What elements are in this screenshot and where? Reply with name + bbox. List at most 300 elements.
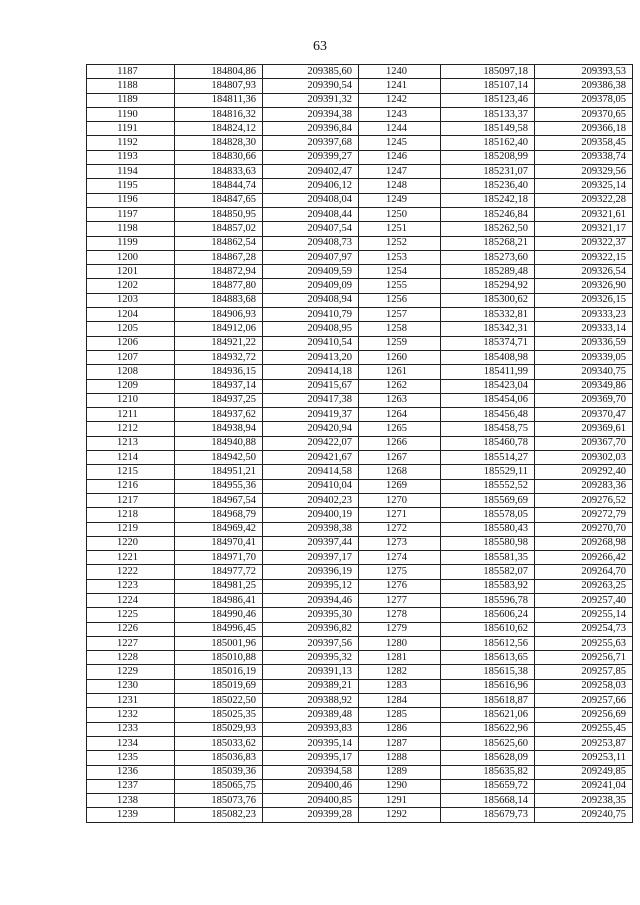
y-coordinate-left-cell: 209388,92 <box>263 694 359 708</box>
table-row <box>87 593 633 607</box>
x-coordinate-left-cell: 185082,23 <box>175 808 263 822</box>
x-coordinate-left-cell: 185025,35 <box>175 708 263 722</box>
y-coordinate-right-cell: 209370,65 <box>535 107 633 121</box>
point-number-right-cell: 1243 <box>359 107 441 121</box>
y-coordinate-right-cell: 209257,40 <box>535 593 633 607</box>
point-number-left-cell: 1205 <box>87 322 175 336</box>
x-coordinate-left-cell: 184981,25 <box>175 579 263 593</box>
table-row <box>87 736 633 750</box>
x-coordinate-left-cell: 184951,21 <box>175 465 263 479</box>
y-coordinate-right-cell: 209322,15 <box>535 250 633 264</box>
point-number-right-cell: 1289 <box>359 765 441 779</box>
point-number-left-cell: 1212 <box>87 422 175 436</box>
point-number-right-cell: 1280 <box>359 636 441 650</box>
point-number-right-cell: 1270 <box>359 493 441 507</box>
x-coordinate-right-cell: 185615,38 <box>441 665 535 679</box>
y-coordinate-right-cell: 209292,40 <box>535 465 633 479</box>
y-coordinate-left-cell: 209413,20 <box>263 350 359 364</box>
table-row <box>87 293 633 307</box>
table-row <box>87 308 633 322</box>
point-number-left-cell: 1195 <box>87 179 175 193</box>
point-number-left-cell: 1191 <box>87 122 175 136</box>
y-coordinate-left-cell: 209395,30 <box>263 608 359 622</box>
x-coordinate-right-cell: 185408,98 <box>441 350 535 364</box>
x-coordinate-left-cell: 184830,66 <box>175 150 263 164</box>
y-coordinate-left-cell: 209422,07 <box>263 436 359 450</box>
x-coordinate-right-cell: 185300,62 <box>441 293 535 307</box>
y-coordinate-right-cell: 209254,73 <box>535 622 633 636</box>
point-number-left-cell: 1188 <box>87 79 175 93</box>
y-coordinate-right-cell: 209256,71 <box>535 651 633 665</box>
point-number-left-cell: 1221 <box>87 551 175 565</box>
point-number-right-cell: 1279 <box>359 622 441 636</box>
y-coordinate-right-cell: 209349,86 <box>535 379 633 393</box>
table-row <box>87 722 633 736</box>
point-number-left-cell: 1223 <box>87 579 175 593</box>
x-coordinate-left-cell: 184857,02 <box>175 222 263 236</box>
point-number-left-cell: 1236 <box>87 765 175 779</box>
table-row <box>87 150 633 164</box>
table-row <box>87 636 633 650</box>
point-number-left-cell: 1232 <box>87 708 175 722</box>
point-number-right-cell: 1265 <box>359 422 441 436</box>
y-coordinate-right-cell: 209255,63 <box>535 636 633 650</box>
table-row <box>87 622 633 636</box>
x-coordinate-left-cell: 184824,12 <box>175 122 263 136</box>
table-row <box>87 679 633 693</box>
y-coordinate-left-cell: 209410,04 <box>263 479 359 493</box>
point-number-right-cell: 1251 <box>359 222 441 236</box>
x-coordinate-left-cell: 184877,80 <box>175 279 263 293</box>
x-coordinate-right-cell: 185583,92 <box>441 579 535 593</box>
table-row <box>87 522 633 536</box>
x-coordinate-right-cell: 185578,05 <box>441 508 535 522</box>
point-number-left-cell: 1227 <box>87 636 175 650</box>
x-coordinate-left-cell: 185073,76 <box>175 794 263 808</box>
x-coordinate-left-cell: 184990,46 <box>175 608 263 622</box>
y-coordinate-right-cell: 209326,54 <box>535 265 633 279</box>
y-coordinate-left-cell: 209394,38 <box>263 107 359 121</box>
y-coordinate-left-cell: 209397,56 <box>263 636 359 650</box>
y-coordinate-left-cell: 209410,54 <box>263 336 359 350</box>
x-coordinate-left-cell: 184977,72 <box>175 565 263 579</box>
y-coordinate-right-cell: 209386,38 <box>535 79 633 93</box>
x-coordinate-right-cell: 185460,78 <box>441 436 535 450</box>
point-number-left-cell: 1237 <box>87 779 175 793</box>
x-coordinate-left-cell: 185010,88 <box>175 651 263 665</box>
x-coordinate-right-cell: 185569,69 <box>441 493 535 507</box>
point-number-right-cell: 1283 <box>359 679 441 693</box>
point-number-left-cell: 1189 <box>87 93 175 107</box>
point-number-right-cell: 1245 <box>359 136 441 150</box>
y-coordinate-right-cell: 209378,05 <box>535 93 633 107</box>
y-coordinate-right-cell: 209329,56 <box>535 165 633 179</box>
table-row <box>87 265 633 279</box>
table-row <box>87 565 633 579</box>
point-number-left-cell: 1194 <box>87 165 175 179</box>
table-row <box>87 479 633 493</box>
table-row <box>87 765 633 779</box>
y-coordinate-right-cell: 209339,05 <box>535 350 633 364</box>
point-number-left-cell: 1204 <box>87 308 175 322</box>
table-row <box>87 551 633 565</box>
table-row <box>87 165 633 179</box>
x-coordinate-right-cell: 185606,24 <box>441 608 535 622</box>
point-number-left-cell: 1198 <box>87 222 175 236</box>
x-coordinate-right-cell: 185582,07 <box>441 565 535 579</box>
point-number-right-cell: 1263 <box>359 393 441 407</box>
point-number-right-cell: 1285 <box>359 708 441 722</box>
point-number-left-cell: 1190 <box>87 107 175 121</box>
x-coordinate-left-cell: 185036,83 <box>175 751 263 765</box>
point-number-right-cell: 1241 <box>359 79 441 93</box>
y-coordinate-left-cell: 209395,14 <box>263 736 359 750</box>
point-number-right-cell: 1257 <box>359 308 441 322</box>
point-number-right-cell: 1284 <box>359 694 441 708</box>
point-number-left-cell: 1199 <box>87 236 175 250</box>
point-number-left-cell: 1206 <box>87 336 175 350</box>
point-number-left-cell: 1210 <box>87 393 175 407</box>
x-coordinate-left-cell: 185019,69 <box>175 679 263 693</box>
y-coordinate-right-cell: 209264,70 <box>535 565 633 579</box>
x-coordinate-right-cell: 185456,48 <box>441 408 535 422</box>
table-row <box>87 751 633 765</box>
y-coordinate-left-cell: 209389,48 <box>263 708 359 722</box>
x-coordinate-right-cell: 185621,06 <box>441 708 535 722</box>
y-coordinate-right-cell: 209257,66 <box>535 694 633 708</box>
x-coordinate-right-cell: 185552,52 <box>441 479 535 493</box>
x-coordinate-right-cell: 185514,27 <box>441 451 535 465</box>
table-row <box>87 608 633 622</box>
point-number-left-cell: 1192 <box>87 136 175 150</box>
x-coordinate-left-cell: 184932,72 <box>175 350 263 364</box>
table-row <box>87 808 633 822</box>
point-number-left-cell: 1225 <box>87 608 175 622</box>
y-coordinate-right-cell: 209321,17 <box>535 222 633 236</box>
point-number-right-cell: 1274 <box>359 551 441 565</box>
y-coordinate-right-cell: 209393,53 <box>535 65 633 79</box>
x-coordinate-left-cell: 185022,50 <box>175 694 263 708</box>
point-number-left-cell: 1224 <box>87 593 175 607</box>
table-row <box>87 651 633 665</box>
y-coordinate-right-cell: 209257,85 <box>535 665 633 679</box>
point-number-left-cell: 1209 <box>87 379 175 393</box>
y-coordinate-right-cell: 209326,15 <box>535 293 633 307</box>
x-coordinate-right-cell: 185458,75 <box>441 422 535 436</box>
x-coordinate-left-cell: 184872,94 <box>175 265 263 279</box>
point-number-right-cell: 1273 <box>359 536 441 550</box>
x-coordinate-right-cell: 185616,96 <box>441 679 535 693</box>
x-coordinate-left-cell: 184912,06 <box>175 322 263 336</box>
point-number-right-cell: 1286 <box>359 722 441 736</box>
table-row <box>87 236 633 250</box>
y-coordinate-right-cell: 209321,61 <box>535 207 633 221</box>
x-coordinate-left-cell: 184850,95 <box>175 207 263 221</box>
x-coordinate-left-cell: 184811,36 <box>175 93 263 107</box>
table-row <box>87 207 633 221</box>
y-coordinate-right-cell: 209240,75 <box>535 808 633 822</box>
y-coordinate-left-cell: 209407,97 <box>263 250 359 264</box>
point-number-right-cell: 1277 <box>359 593 441 607</box>
x-coordinate-right-cell: 185596,78 <box>441 593 535 607</box>
y-coordinate-left-cell: 209399,27 <box>263 150 359 164</box>
y-coordinate-left-cell: 209397,17 <box>263 551 359 565</box>
point-number-left-cell: 1200 <box>87 250 175 264</box>
y-coordinate-left-cell: 209408,94 <box>263 293 359 307</box>
x-coordinate-left-cell: 184940,88 <box>175 436 263 450</box>
y-coordinate-right-cell: 209358,45 <box>535 136 633 150</box>
point-number-left-cell: 1215 <box>87 465 175 479</box>
point-number-left-cell: 1211 <box>87 408 175 422</box>
point-number-left-cell: 1233 <box>87 722 175 736</box>
x-coordinate-right-cell: 185123,46 <box>441 93 535 107</box>
table-row <box>87 65 633 79</box>
table-row <box>87 79 633 93</box>
y-coordinate-left-cell: 209407,54 <box>263 222 359 236</box>
point-number-left-cell: 1239 <box>87 808 175 822</box>
y-coordinate-left-cell: 209415,67 <box>263 379 359 393</box>
y-coordinate-left-cell: 209409,59 <box>263 265 359 279</box>
y-coordinate-left-cell: 209399,28 <box>263 808 359 822</box>
x-coordinate-left-cell: 184955,36 <box>175 479 263 493</box>
point-number-right-cell: 1253 <box>359 250 441 264</box>
point-number-left-cell: 1222 <box>87 565 175 579</box>
y-coordinate-left-cell: 209394,58 <box>263 765 359 779</box>
point-number-left-cell: 1220 <box>87 536 175 550</box>
table-row <box>87 508 633 522</box>
table-row <box>87 322 633 336</box>
y-coordinate-right-cell: 209302,03 <box>535 451 633 465</box>
point-number-right-cell: 1240 <box>359 65 441 79</box>
x-coordinate-right-cell: 185622,96 <box>441 722 535 736</box>
point-number-left-cell: 1238 <box>87 794 175 808</box>
table-row <box>87 579 633 593</box>
point-number-right-cell: 1259 <box>359 336 441 350</box>
y-coordinate-right-cell: 209249,85 <box>535 765 633 779</box>
point-number-left-cell: 1201 <box>87 265 175 279</box>
x-coordinate-left-cell: 185033,62 <box>175 736 263 750</box>
point-number-left-cell: 1214 <box>87 451 175 465</box>
point-number-right-cell: 1250 <box>359 207 441 221</box>
x-coordinate-right-cell: 185668,14 <box>441 794 535 808</box>
point-number-right-cell: 1262 <box>359 379 441 393</box>
point-number-right-cell: 1292 <box>359 808 441 822</box>
point-number-left-cell: 1217 <box>87 493 175 507</box>
point-number-right-cell: 1282 <box>359 665 441 679</box>
x-coordinate-right-cell: 185273,60 <box>441 250 535 264</box>
y-coordinate-left-cell: 209414,18 <box>263 365 359 379</box>
x-coordinate-right-cell: 185610,62 <box>441 622 535 636</box>
y-coordinate-right-cell: 209370,47 <box>535 408 633 422</box>
x-coordinate-right-cell: 185423,04 <box>441 379 535 393</box>
y-coordinate-left-cell: 209400,46 <box>263 779 359 793</box>
table-row <box>87 665 633 679</box>
table-row <box>87 179 633 193</box>
x-coordinate-left-cell: 185001,96 <box>175 636 263 650</box>
point-number-left-cell: 1230 <box>87 679 175 693</box>
point-number-left-cell: 1197 <box>87 207 175 221</box>
table-row <box>87 136 633 150</box>
point-number-right-cell: 1272 <box>359 522 441 536</box>
point-number-right-cell: 1290 <box>359 779 441 793</box>
y-coordinate-right-cell: 209338,74 <box>535 150 633 164</box>
x-coordinate-right-cell: 185679,73 <box>441 808 535 822</box>
point-number-left-cell: 1218 <box>87 508 175 522</box>
table-row <box>87 93 633 107</box>
table-row <box>87 694 633 708</box>
table-row <box>87 779 633 793</box>
y-coordinate-left-cell: 209398,38 <box>263 522 359 536</box>
y-coordinate-left-cell: 209419,37 <box>263 408 359 422</box>
point-number-right-cell: 1248 <box>359 179 441 193</box>
y-coordinate-right-cell: 209268,98 <box>535 536 633 550</box>
point-number-left-cell: 1231 <box>87 694 175 708</box>
y-coordinate-left-cell: 209385,60 <box>263 65 359 79</box>
x-coordinate-right-cell: 185262,50 <box>441 222 535 236</box>
y-coordinate-right-cell: 209336,59 <box>535 336 633 350</box>
y-coordinate-left-cell: 209421,67 <box>263 451 359 465</box>
point-number-right-cell: 1249 <box>359 193 441 207</box>
x-coordinate-right-cell: 185231,07 <box>441 165 535 179</box>
y-coordinate-left-cell: 209406,12 <box>263 179 359 193</box>
table-row <box>87 122 633 136</box>
x-coordinate-right-cell: 185246,84 <box>441 207 535 221</box>
x-coordinate-left-cell: 184862,54 <box>175 236 263 250</box>
x-coordinate-right-cell: 185580,98 <box>441 536 535 550</box>
point-number-left-cell: 1213 <box>87 436 175 450</box>
x-coordinate-left-cell: 184807,93 <box>175 79 263 93</box>
x-coordinate-left-cell: 184937,14 <box>175 379 263 393</box>
y-coordinate-left-cell: 209395,12 <box>263 579 359 593</box>
y-coordinate-right-cell: 209263,25 <box>535 579 633 593</box>
y-coordinate-right-cell: 209272,79 <box>535 508 633 522</box>
point-number-right-cell: 1242 <box>359 93 441 107</box>
y-coordinate-left-cell: 209400,19 <box>263 508 359 522</box>
y-coordinate-right-cell: 209369,70 <box>535 393 633 407</box>
y-coordinate-left-cell: 209393,83 <box>263 722 359 736</box>
page-number: 63 <box>313 39 327 54</box>
x-coordinate-left-cell: 184967,54 <box>175 493 263 507</box>
point-number-left-cell: 1219 <box>87 522 175 536</box>
point-number-right-cell: 1288 <box>359 751 441 765</box>
table-row <box>87 436 633 450</box>
table-row <box>87 451 633 465</box>
x-coordinate-right-cell: 185268,21 <box>441 236 535 250</box>
point-number-left-cell: 1203 <box>87 293 175 307</box>
y-coordinate-right-cell: 209258,03 <box>535 679 633 693</box>
x-coordinate-right-cell: 185411,99 <box>441 365 535 379</box>
x-coordinate-left-cell: 184937,25 <box>175 393 263 407</box>
x-coordinate-left-cell: 185039,36 <box>175 765 263 779</box>
y-coordinate-right-cell: 209322,37 <box>535 236 633 250</box>
y-coordinate-right-cell: 209241,04 <box>535 779 633 793</box>
y-coordinate-right-cell: 209333,23 <box>535 308 633 322</box>
x-coordinate-right-cell: 185236,40 <box>441 179 535 193</box>
y-coordinate-right-cell: 209340,75 <box>535 365 633 379</box>
table-row <box>87 350 633 364</box>
x-coordinate-left-cell: 184936,15 <box>175 365 263 379</box>
point-number-right-cell: 1258 <box>359 322 441 336</box>
y-coordinate-left-cell: 209395,32 <box>263 651 359 665</box>
y-coordinate-left-cell: 209395,17 <box>263 751 359 765</box>
y-coordinate-right-cell: 209326,90 <box>535 279 633 293</box>
y-coordinate-left-cell: 209390,54 <box>263 79 359 93</box>
point-number-left-cell: 1202 <box>87 279 175 293</box>
y-coordinate-left-cell: 209402,47 <box>263 165 359 179</box>
x-coordinate-left-cell: 184844,74 <box>175 179 263 193</box>
x-coordinate-left-cell: 184969,42 <box>175 522 263 536</box>
point-number-left-cell: 1193 <box>87 150 175 164</box>
x-coordinate-left-cell: 184996,45 <box>175 622 263 636</box>
point-number-left-cell: 1229 <box>87 665 175 679</box>
point-number-left-cell: 1196 <box>87 193 175 207</box>
y-coordinate-left-cell: 209396,84 <box>263 122 359 136</box>
y-coordinate-left-cell: 209408,95 <box>263 322 359 336</box>
x-coordinate-left-cell: 185016,19 <box>175 665 263 679</box>
x-coordinate-right-cell: 185294,92 <box>441 279 535 293</box>
x-coordinate-right-cell: 185581,35 <box>441 551 535 565</box>
y-coordinate-left-cell: 209408,44 <box>263 207 359 221</box>
point-number-right-cell: 1255 <box>359 279 441 293</box>
table-row <box>87 422 633 436</box>
y-coordinate-left-cell: 209410,79 <box>263 308 359 322</box>
point-number-right-cell: 1271 <box>359 508 441 522</box>
point-number-right-cell: 1244 <box>359 122 441 136</box>
x-coordinate-right-cell: 185628,09 <box>441 751 535 765</box>
x-coordinate-left-cell: 184986,41 <box>175 593 263 607</box>
table-row <box>87 536 633 550</box>
x-coordinate-right-cell: 185332,81 <box>441 308 535 322</box>
table-row <box>87 279 633 293</box>
y-coordinate-right-cell: 209367,70 <box>535 436 633 450</box>
x-coordinate-right-cell: 185097,18 <box>441 65 535 79</box>
y-coordinate-right-cell: 209270,70 <box>535 522 633 536</box>
point-number-right-cell: 1275 <box>359 565 441 579</box>
table-row <box>87 465 633 479</box>
point-number-left-cell: 1187 <box>87 65 175 79</box>
y-coordinate-left-cell: 209396,19 <box>263 565 359 579</box>
y-coordinate-right-cell: 209256,69 <box>535 708 633 722</box>
y-coordinate-right-cell: 209238,35 <box>535 794 633 808</box>
x-coordinate-left-cell: 185029,93 <box>175 722 263 736</box>
x-coordinate-right-cell: 185374,71 <box>441 336 535 350</box>
x-coordinate-right-cell: 185107,14 <box>441 79 535 93</box>
point-number-left-cell: 1234 <box>87 736 175 750</box>
table-row <box>87 493 633 507</box>
point-number-right-cell: 1268 <box>359 465 441 479</box>
x-coordinate-right-cell: 185659,72 <box>441 779 535 793</box>
y-coordinate-right-cell: 209325,14 <box>535 179 633 193</box>
x-coordinate-left-cell: 184816,32 <box>175 107 263 121</box>
y-coordinate-right-cell: 209255,45 <box>535 722 633 736</box>
x-coordinate-left-cell: 184833,63 <box>175 165 263 179</box>
point-number-right-cell: 1260 <box>359 350 441 364</box>
table-row <box>87 222 633 236</box>
y-coordinate-right-cell: 209283,36 <box>535 479 633 493</box>
x-coordinate-right-cell: 185208,99 <box>441 150 535 164</box>
x-coordinate-left-cell: 184971,70 <box>175 551 263 565</box>
point-number-right-cell: 1256 <box>359 293 441 307</box>
table-row <box>87 107 633 121</box>
point-number-left-cell: 1228 <box>87 651 175 665</box>
x-coordinate-right-cell: 185618,87 <box>441 694 535 708</box>
y-coordinate-left-cell: 209402,23 <box>263 493 359 507</box>
x-coordinate-left-cell: 184937,62 <box>175 408 263 422</box>
y-coordinate-left-cell: 209408,73 <box>263 236 359 250</box>
y-coordinate-right-cell: 209255,14 <box>535 608 633 622</box>
x-coordinate-left-cell: 184968,79 <box>175 508 263 522</box>
point-number-right-cell: 1287 <box>359 736 441 750</box>
